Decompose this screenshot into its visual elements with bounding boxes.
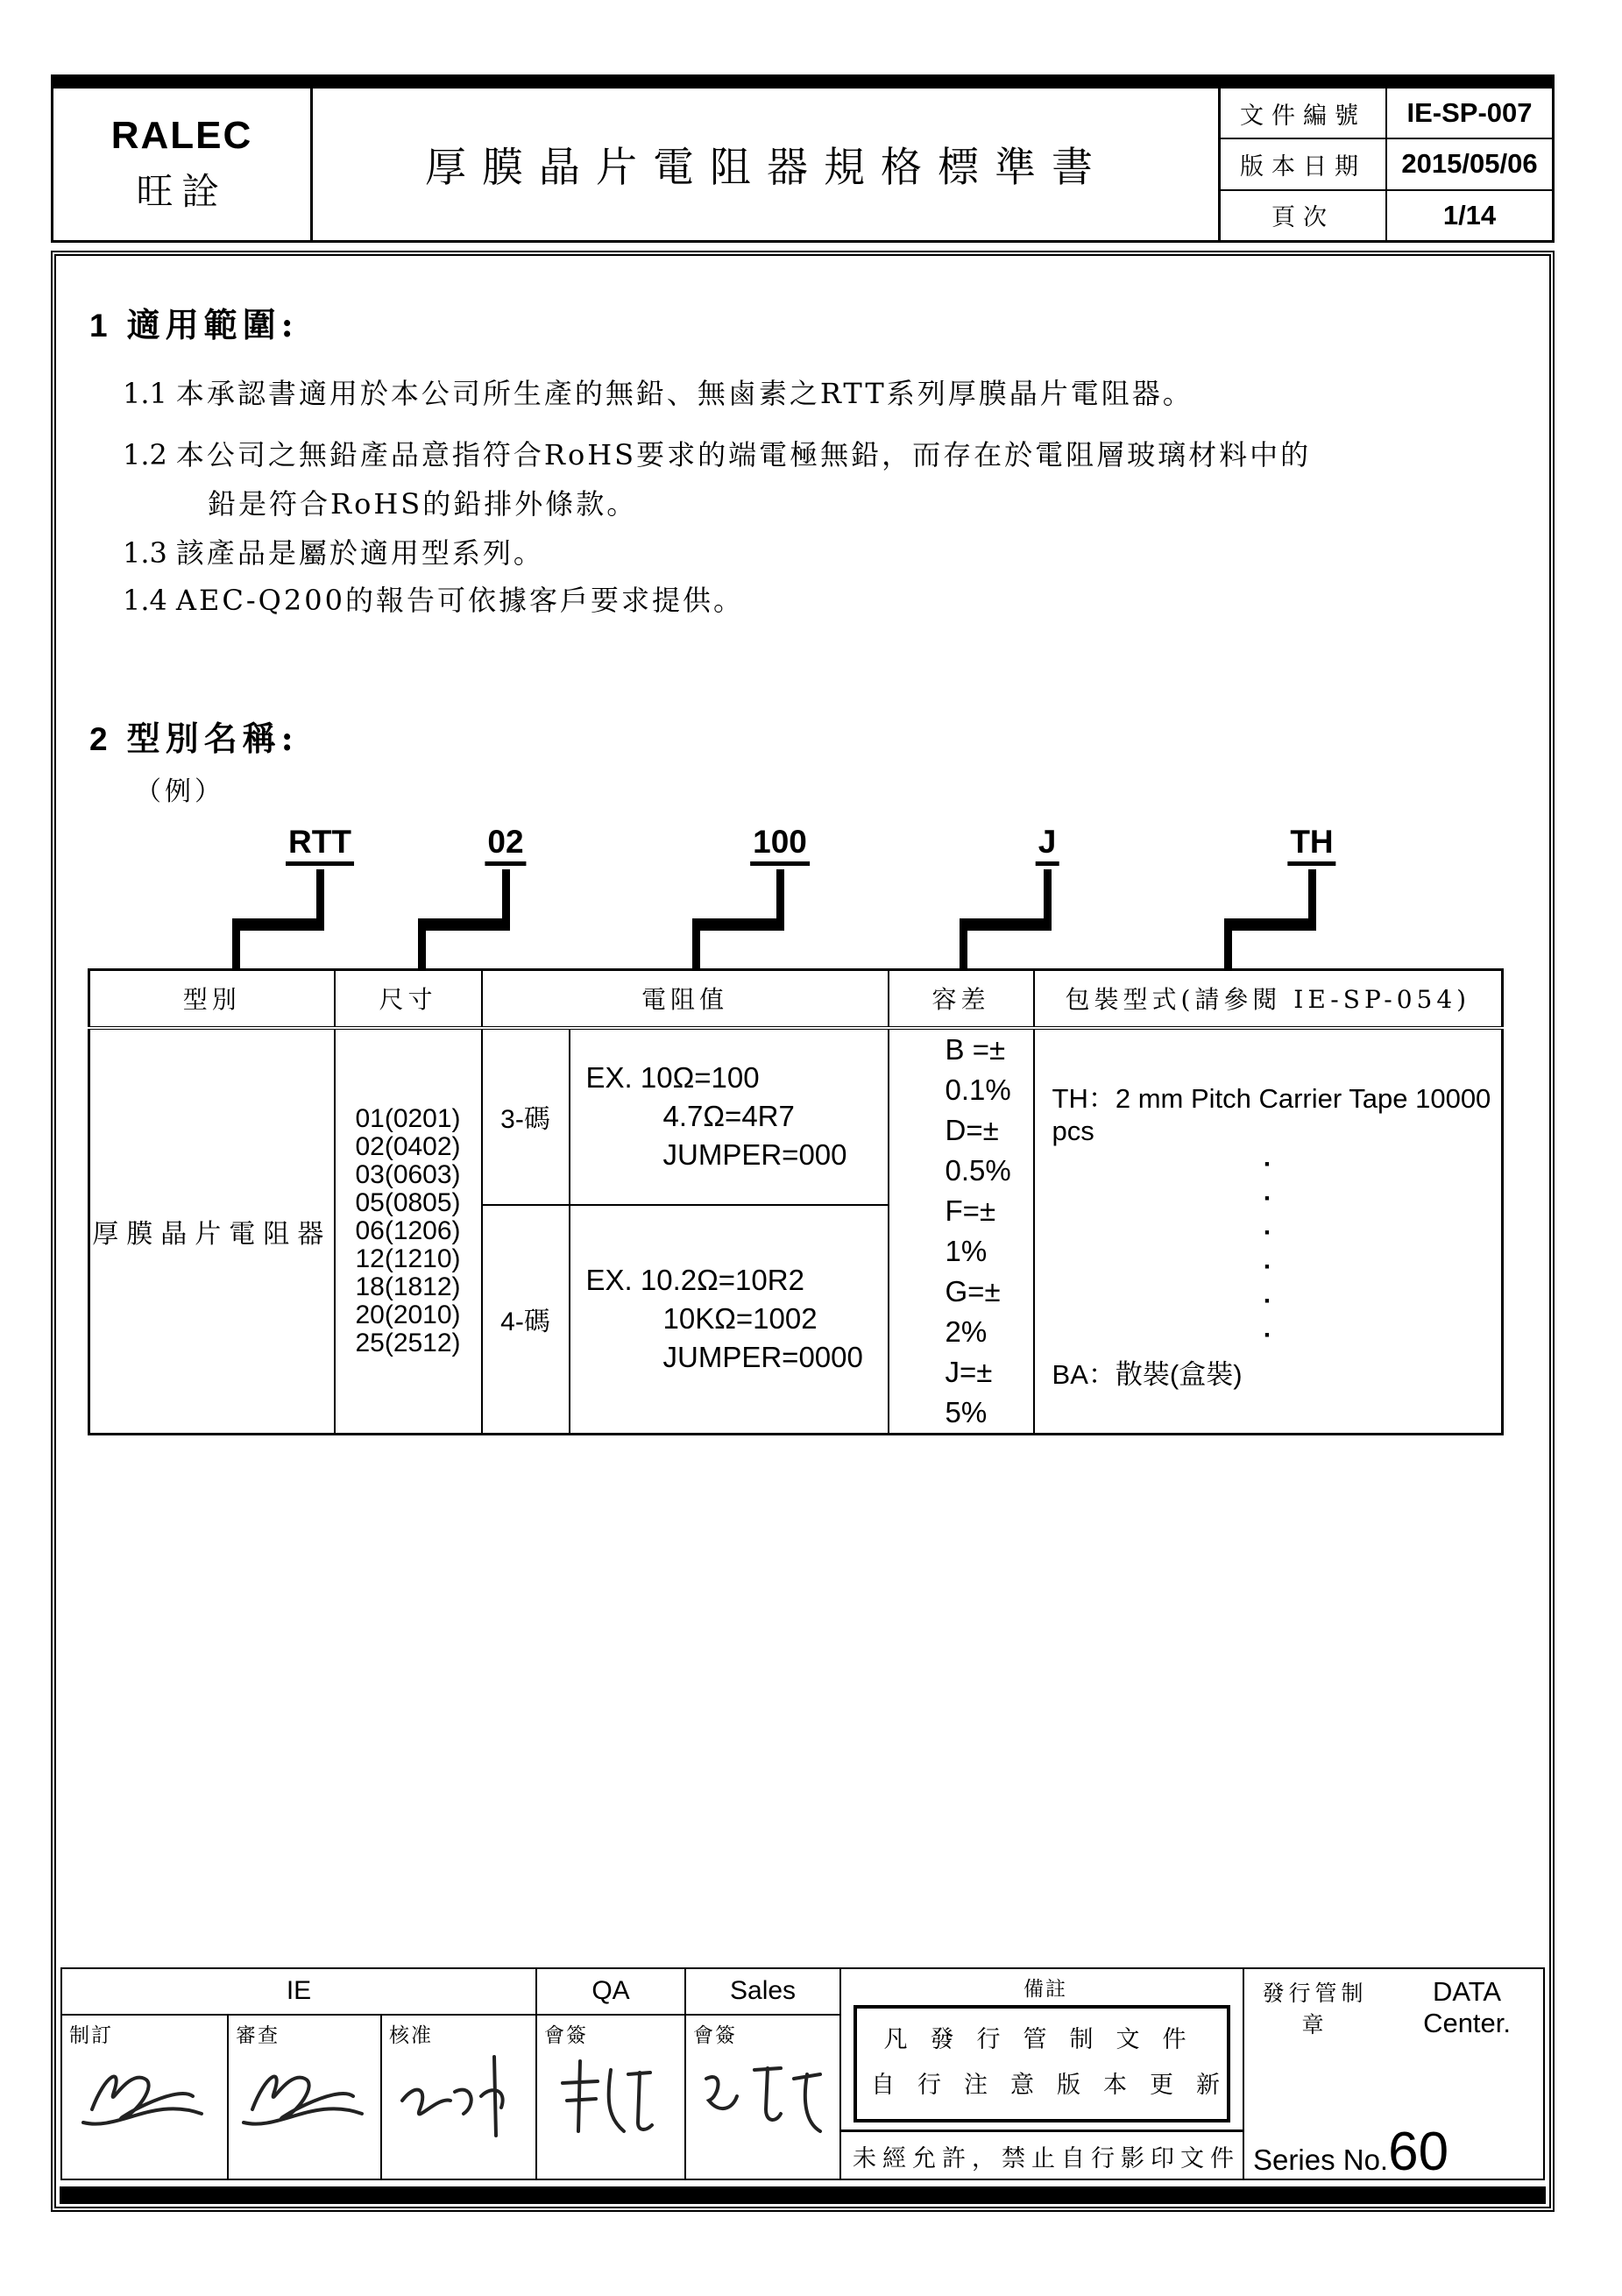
stamp-label: 發行管制章 [1262,1981,1368,2037]
version-date-row [1221,139,1552,190]
signature [235,2048,375,2136]
connector-line [1224,929,1232,968]
remark-label: 備註 [1023,1978,1068,2001]
spec-table-header-row [89,970,1503,1028]
code-4-digit: 4-碼 [482,1205,570,1434]
doc-number-row [1221,89,1552,139]
connector-line [960,929,967,968]
department-row [61,1968,1544,2015]
header-top-bar [53,77,1552,89]
clause-1-2: 1.2 本公司之無鉛產品意指符合RoHS要求的端電極無鉛，而存在於電阻層玻璃材料中的 [123,438,1312,471]
page-number-row [1221,191,1552,240]
doc-number-label: 文件編號 [1221,89,1387,138]
packaging-dots: · · · · · · [1263,1149,1272,1350]
col-header-resistance: 電阻值 [482,970,889,1028]
connector-line [1224,918,1316,931]
main-content-box [51,251,1555,2212]
code-part-size: 02 [485,824,526,866]
title-cell [315,89,1218,240]
company-logo: RALEC [110,113,253,157]
section2-title: 型別名稱: [126,719,299,758]
dept-ie: IE [61,1968,536,2015]
part-number-diagram [88,824,1501,968]
drafted-cell [61,2015,228,2179]
logo-cell [53,89,313,240]
connector-line [232,918,324,931]
reviewed-cell [228,2015,381,2179]
remark-box [853,2005,1243,2122]
packaging-th: TH：2 mm Pitch Carrier Tape 10000 pcs [1052,1082,1491,1146]
packaging-ba: BA：散裝(盒裝) [1052,1358,1243,1390]
code-part-packaging: TH [1287,824,1335,866]
col-header-tolerance: 容差 [889,970,1034,1028]
col-header-packaging: 包裝型式(請參閱 IE-SP-054) [1034,970,1503,1028]
doc-info-table [1218,89,1552,240]
section2-number: 2 [89,721,108,757]
connector-line [692,918,784,931]
clause-1-3: 1.3 該產品是屬於適用型系列。 [123,536,544,570]
section1-number: 1 [89,308,108,344]
page-number-label: 頁次 [1221,191,1387,240]
connector-line [418,918,510,931]
code-part-resistance: 100 [750,824,810,866]
qa-countersign-label: 會簽 [544,2023,589,2047]
packaging-cell [1034,1028,1503,1435]
stamp-cell [1243,1968,1544,2182]
signature [74,2048,215,2136]
signature [545,2048,676,2144]
bottom-black-bar [60,2186,1546,2204]
code-3-digit: 3-碼 [482,1028,570,1206]
examples-4-digit: EX. 10.2Ω=10R2 10KΩ=1002 JUMPER=0000 [570,1205,889,1434]
type-cell: 厚膜晶片電阻器 [89,1028,335,1435]
stamp-value: DATA Center. [1423,1976,1512,2038]
page-number-value: 1/14 [1442,199,1497,230]
code-part-tolerance: J [1036,824,1059,866]
clause-1-2-continued: 鉛是符合RoHS的鉛排外條款。 [208,487,638,521]
remark-bottom-note: 未經允許，禁止自行影印文件 [841,2129,1243,2179]
clause-1-4: 1.4 AEC-Q200的報告可依據客戶要求提供。 [123,584,744,617]
company-name-chinese: 旺詮 [136,169,228,213]
reviewed-label: 審查 [236,2023,280,2047]
dept-sales: Sales [685,1968,840,2015]
sales-countersign-cell [685,2015,840,2179]
dept-qa: QA [536,1968,685,2015]
sales-countersign-label: 會簽 [693,2023,738,2047]
document-title: 厚膜晶片電阻器規格標準書 [425,144,1108,192]
sizes-cell: 01(0201) 02(0402) 03(0603) 05(0805) 06(1206) 12(1210) 18(1812) 20(2010) 25(2512) [335,1028,482,1435]
clause-1-1: 1.1 本承認書適用於本公司所生產的無鉛、無鹵素之RTT系列厚膜晶片電阻器。 [123,377,1193,410]
version-date-label: 版本日期 [1221,139,1387,188]
tolerance-cell: B =± 0.1% D=± 0.5% F=± 1% G=± 2% J=± 5% [889,1028,1034,1435]
qa-countersign-cell [536,2015,685,2179]
example-label: （例） [135,776,224,807]
col-header-type: 型別 [89,970,335,1028]
connector-line [692,929,700,968]
signature [693,2048,833,2144]
spec-table-row-3code [89,1028,1503,1206]
signature [389,2048,529,2144]
section2-heading [89,712,299,760]
connector-line [232,929,240,968]
version-date-value: 2015/05/06 [1401,148,1538,180]
section1-title: 適用範圍: [126,305,299,344]
section1-heading [89,298,299,346]
connector-line [960,918,1052,931]
drafted-label: 制訂 [69,2023,113,2047]
remark-box-line1: 凡發行管制文件 [883,2026,1209,2053]
connector-line [418,929,426,968]
doc-number-value: IE-SP-007 [1406,97,1533,129]
header-box [51,74,1555,243]
spec-table [88,968,1501,1435]
approval-footer [60,1967,1545,2180]
remark-box-line2: 自行注意版本更新 [871,2072,1243,2099]
approved-cell [381,2015,536,2179]
remark-cell [840,1968,1243,2179]
code-part-series: RTT [286,824,354,866]
examples-3-digit: EX. 10Ω=100 4.7Ω=4R7 JUMPER=000 [570,1028,889,1206]
approved-label: 核准 [389,2023,433,2047]
series-number: Series No. 60 [1253,2122,1449,2182]
col-header-size: 尺寸 [335,970,482,1028]
